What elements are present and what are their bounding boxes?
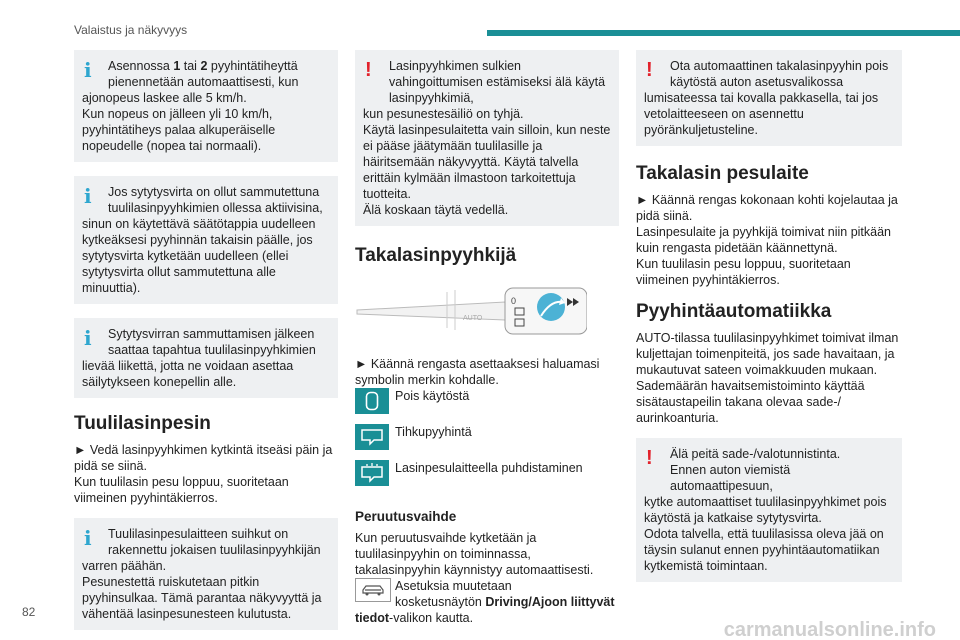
paragraph: Kun peruutusvaihde kytketään ja tuulilasinpyyhin on toiminnassa, takalasinpyyhin käynnistyy automaattisesti. [355, 531, 594, 577]
info-box-text: varren päähän. Pesunestettä ruiskutetaan pitkin pyyhinsulkaa. Tämä parantaa näkyvyyttä ja vähentää lasinpesunesteen kulutusta. [82, 559, 322, 621]
car-icon [355, 578, 391, 602]
section-heading: Pyyhintäautomatiikka [636, 301, 832, 322]
rear-wiper-wash-icon [355, 460, 389, 486]
warning-box-line1: Älä peitä sade-/valotunnistinta. Ennen auton viemistä automaattipesuun, [670, 447, 841, 493]
info-box [74, 176, 338, 304]
info-box-text: lievää liikettä, jotta ne voidaan asettaa säilytykseen konepellin alle. [82, 359, 294, 389]
warning-icon: ! [646, 447, 653, 469]
info-box-line1: Jos sytytysvirta on ollut sammutettuna tuulilasinpyyhkimien ollessa aktiivisina, [108, 185, 323, 215]
info-box-line1: Sytytysvirran sammuttamisen jälkeen saattaa tapahtua tuulilasinpyyhkimien [108, 327, 316, 357]
wiper-mode-label: Pois käytöstä [395, 389, 470, 403]
info-icon: i [84, 184, 92, 208]
wiper-stalk-illustration [355, 280, 587, 340]
warning-box [355, 50, 619, 226]
warning-icon: ! [365, 59, 372, 81]
info-box [74, 50, 338, 162]
column-1 [74, 50, 338, 640]
settings-line1: Asetuksia muutetaan [395, 579, 512, 593]
info-box-line1: Asennossa 1 tai 2 pyyhintätiheyttä pienennetään automaattisesti, kun [108, 59, 299, 89]
info-box [74, 318, 338, 398]
warning-box-text: kytke automaattiset tuulilasinpyyhkimet pois käytöstä ja katkaise sytytysvirta. Odota talvella, että tuulilasissa oleva jää on täysin sulanut ennen pyyhintäautomatiikan kytkemistä toimintaan. [644, 495, 887, 573]
rear-wiper-off-icon [355, 388, 389, 414]
illus-zero-label: 0 [511, 296, 517, 306]
paragraph: ► Käännä rengas kokonaan kohti kojelautaa ja pidä siinä. Lasinpesulaite ja pyyhkijä toimivat niin pitkään kuin rengasta pidetään käännettynä. Kun tuulilasin pesu loppuu, suoritetaan viimeinen pyyhintäkierros. [636, 193, 898, 287]
paragraph: ► Käännä rengasta asettaaksesi haluamasi symbolin merkin kohdalle. [355, 357, 600, 387]
header-accent-bar [487, 30, 960, 36]
section-heading: Takalasin pesulaite [636, 163, 809, 184]
wiper-mode-label: Tihkupyyhintä [395, 425, 472, 439]
info-box-text: sinun on käytettävä säätötappia uudelleen kytkeäksesi pyyhinnän takaisin päälle, jos sytytysvirta kytketään uudelleen (ellei sytytysvirta ollut sammutettuna alle minuuttia). [82, 217, 316, 295]
info-box [74, 518, 338, 630]
paragraph: ► Vedä lasinpyyhkimen kytkintä itseäsi päin ja pidä se siinä. Kun tuulilasin pesu loppuu, suoritetaan viimeinen pyyhintäkierros. [74, 443, 333, 505]
wiper-mode-row [355, 460, 619, 486]
page-number: 82 [22, 605, 36, 619]
section-heading: Takalasinpyyhkijä [355, 245, 517, 266]
settings-text: kosketusnäytön Driving/Ajoon liittyvät tiedot-valikon kautta. [355, 595, 615, 625]
column-3 [636, 50, 902, 596]
warning-box [636, 50, 902, 146]
wiper-mode-row [355, 388, 619, 414]
warning-box [636, 438, 902, 582]
column-2 [355, 50, 619, 626]
section-title: Valaistus ja näkyvyys [74, 23, 188, 37]
info-icon: i [84, 58, 92, 82]
rear-wiper-intermittent-icon [355, 424, 389, 450]
subheading: Peruutusvaihde [355, 509, 457, 524]
warning-icon: ! [646, 59, 653, 81]
warning-box-text: kun pesunestesäiliö on tyhjä. Käytä lasinpesulaitetta vain silloin, kun neste ei pääse jäätymään tuulilasille ja häiritsemään näkyvyyttä. Käytä talvella erittäin kylmään ilmastoon tarkoitettuja tuotteita. Älä koskaan täytä vedellä. [363, 107, 611, 217]
wiper-mode-row [355, 424, 619, 450]
warning-box-line1: Ota automaattinen takalasinpyyhin pois käytöstä auton asetusvalikossa [670, 59, 889, 89]
wiper-mode-label: Lasinpesulaitteella puhdistaminen [395, 461, 583, 475]
paragraph: AUTO-tilassa tuulilasinpyyhkimet toimivat ilman kuljettajan toimenpiteitä, jos sade havaitaan, ja mukautuvat sateen voimakkuuden mukaan. Sademäärän havaitsemistoiminto käyttää sisätaustapeilin takana olevaa sade-/ aurinkoanturia. [636, 331, 899, 425]
info-box-text: ajonopeus laskee alle 5 km/h. Kun nopeus on jälleen yli 10 km/h, pyyhintätiheys palaa alkuperäiselle nopeudelle (nopea tai normaali). [82, 91, 276, 153]
section-heading: Tuulilasinpesin [74, 413, 211, 434]
warning-box-text: lumisateessa tai kovalla pakkasella, tai jos vetolaitteeseen on asennettu pyöränkuljetusteline. [644, 91, 879, 137]
warning-box-line1: Lasinpyyhkimen sulkien vahingoittumisen estämiseksi älä käytä lasinpyyhkimiä, [389, 59, 606, 105]
info-icon: i [84, 326, 92, 350]
watermark: carmanualsonline.info [723, 619, 936, 640]
info-box-line1: Tuulilasinpesulaitteen suihkut on rakennettu jokaisen tuulilasinpyyhkijän [108, 527, 321, 557]
info-icon: i [84, 526, 92, 550]
illus-auto-label: AUTO [463, 315, 483, 322]
